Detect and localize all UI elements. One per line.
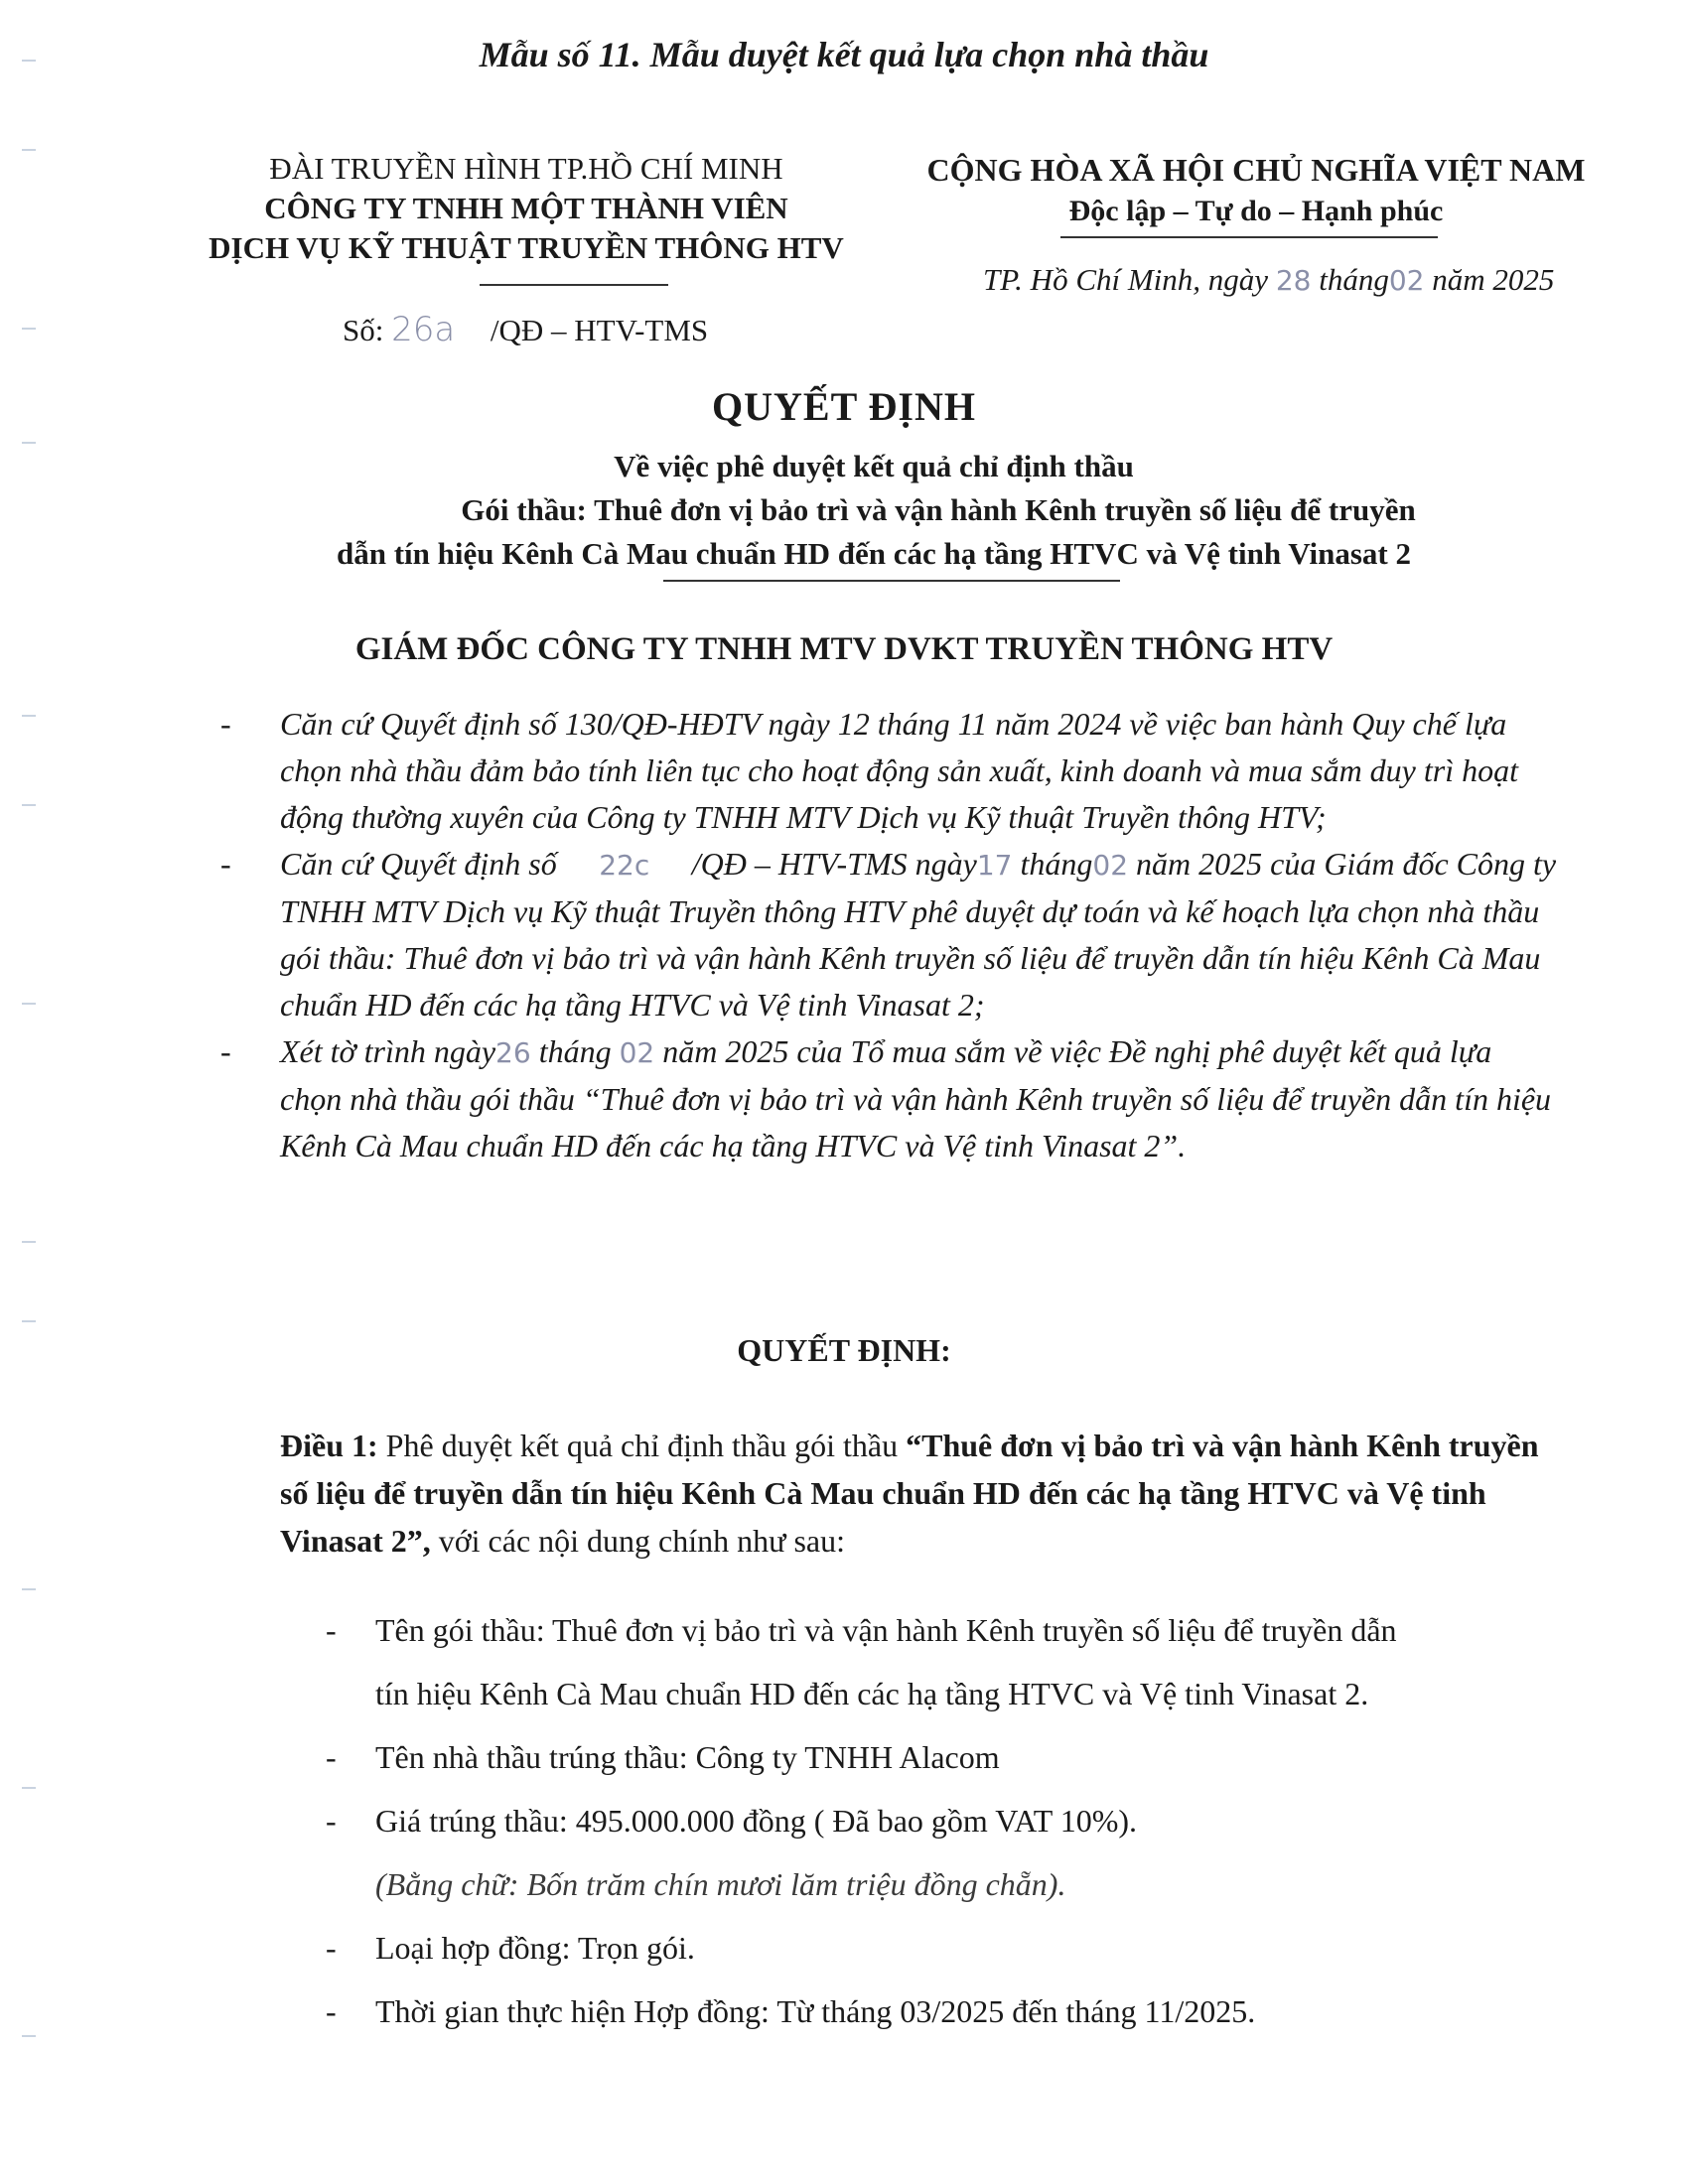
national-line-1: CỘNG HÒA XÃ HỘI CHỦ NGHĨA VIỆT NAM [926,152,1586,188]
basis-mid: /QĐ – HTV-TMS ngày [691,846,977,882]
basis-prefix: Xét tờ trình ngày [280,1033,496,1069]
form-title: Mẫu số 11. Mẫu duyệt kết quả lựa chọn nhà thầu [479,35,1209,74]
basis-number-handwritten: 22c [599,849,650,882]
document-number-prefix: Số: [343,313,384,347]
basis-day-handwritten: 17 [976,849,1013,882]
detail-item [326,1789,1567,1852]
basis-item [220,1028,1561,1169]
decision-heading: QUYẾT ĐỊNH: [737,1332,951,1368]
national-motto: Độc lập – Tự do – Hạnh phúc [1068,195,1444,227]
subject-line-1: Về việc phê duyệt kết quả chỉ định thầu [614,449,1134,483]
issuer-underline [480,284,668,286]
article-label: Điều 1: [280,1428,378,1463]
detail-text: tín hiệu Kênh Cà Mau chuẩn HD đến các hạ tầng HTVC và Vệ tinh Vinasat 2. [375,1676,1369,1711]
date-line [983,262,1554,298]
basis-day-handwritten: 26 [495,1036,531,1069]
basis-item [220,841,1561,1028]
document-number [343,310,708,349]
basis-mid: tháng [538,1033,612,1069]
bullet-dash: - [220,706,231,742]
decision-title: QUYẾT ĐỊNH [712,384,976,429]
bullet-dash: - [326,1739,337,1775]
article-1-details [326,1598,1567,2043]
article-1 [280,1422,1561,1565]
issuer-line-1: ĐÀI TRUYỀN HÌNH TP.HỒ CHÍ MINH [269,151,783,186]
detail-text: Giá trúng thầu: 495.000.000 đồng ( Đã bao gồm VAT 10%). [375,1803,1138,1839]
bullet-dash: - [326,1612,337,1648]
detail-item [375,1662,1567,1725]
basis-prefix: Căn cứ Quyết định số [280,846,557,882]
basis-rest: năm 2025 của Giám đốc Công ty TNHH MTV Dịch vụ Kỹ thuật Truyền thông HTV phê duyệt dự toán và kế hoạch lựa chọn nhà thầu gói thầu: Thuê đơn vị bảo trì và vận hành Kênh truyền số liệu để truyền dẫn tín hiệu Kênh Cà Mau chuẩn HD đến các hạ tầng HTVC và Vệ tinh Vinasat 2; [280,846,1557,1023]
decision-subject [199,445,1549,576]
issuer-line-3: DỊCH VỤ KỸ THUẬT TRUYỀN THÔNG HTV [209,230,844,265]
detail-text: Loại hợp đồng: Trọn gói. [375,1930,695,1966]
basis-month-handwritten: 02 [619,1036,655,1069]
scan-edge-marks [22,0,36,2184]
subject-line-3: dẫn tín hiệu Kênh Cà Mau chuẩn HD đến các hạ tầng HTVC và Vệ tinh Vinasat 2 [336,536,1412,571]
national-header [884,149,1628,232]
article-package-name: “Thuê đơn vị bảo trì và vận hành Kênh truyền số liệu để truyền dẫn tín hiệu Kênh Cà Mau chuẩn HD đến các hạ tầng HTVC và Vệ tinh Vinasat 2”, [280,1428,1539,1559]
bullet-dash: - [220,846,231,882]
document-number-suffix: /QĐ – HTV-TMS [490,313,709,347]
date-suffix: năm 2025 [1432,262,1555,297]
date-day-handwritten: 28 [1275,264,1312,297]
basis-item [220,701,1561,841]
detail-item [326,1598,1567,1662]
basis-text: Căn cứ Quyết định số 130/QĐ-HĐTV ngày 12 tháng 11 năm 2024 về việc ban hành Quy chế lựa chọn nhà thầu đảm bảo tính liên tục cho hoạt động sản xuất, kinh doanh và mua sắm duy trì hoạt động thường xuyên của Công ty TNHH MTV Dịch vụ Kỹ thuật Truyền thông HTV; [280,706,1518,835]
detail-item [375,1852,1567,1916]
bullet-dash: - [326,1803,337,1839]
bullet-dash: - [326,1993,337,2029]
date-prefix: TP. Hồ Chí Minh, ngày [983,262,1269,297]
date-mid: tháng [1319,262,1389,297]
basis-rest: năm 2025 của Tổ mua sắm về việc Đề nghị phê duyệt kết quả lựa chọn nhà thầu gói thầu “Thuê đơn vị bảo trì và vận hành Kênh truyền số liệu để truyền dẫn tín hiệu Kênh Cà Mau chuẩn HD đến các hạ tầng HTVC và Vệ tinh Vinasat 2”. [280,1033,1552,1163]
basis-mid: tháng [1020,846,1093,882]
subject-underline [663,580,1120,582]
article-tail: với các nội dung chính như sau: [438,1523,846,1559]
bullet-dash: - [326,1930,337,1966]
legal-basis [220,701,1561,1169]
date-month-handwritten: 02 [1388,264,1425,297]
bullet-dash: - [220,1033,231,1069]
detail-item [326,1916,1567,1979]
detail-item [326,1979,1567,2043]
issuer-line-2: CÔNG TY TNHH MỘT THÀNH VIÊN [264,191,788,225]
issuer-header [174,149,879,268]
document-number-handwritten: 26a [391,310,456,349]
detail-text: Tên gói thầu: Thuê đơn vị bảo trì và vận hành Kênh truyền số liệu để truyền dẫn [375,1612,1397,1648]
basis-month-handwritten: 02 [1092,849,1129,882]
motto-underline [1060,236,1438,238]
amount-in-words: (Bằng chữ: Bốn trăm chín mươi lăm triệu đồng chẵn). [375,1866,1066,1902]
subject-line-2: Gói thầu: Thuê đơn vị bảo trì và vận hành Kênh truyền số liệu để truyền [461,492,1416,527]
detail-text: Tên nhà thầu trúng thầu: Công ty TNHH Alacom [375,1739,1000,1775]
detail-text: Thời gian thực hiện Hợp đồng: Từ tháng 03/2025 đến tháng 11/2025. [375,1993,1256,2029]
director-heading: GIÁM ĐỐC CÔNG TY TNHH MTV DVKT TRUYỀN THÔNG HTV [354,631,1334,667]
article-intro: Phê duyệt kết quả chỉ định thầu gói thầu [385,1428,899,1463]
detail-item [326,1725,1567,1789]
